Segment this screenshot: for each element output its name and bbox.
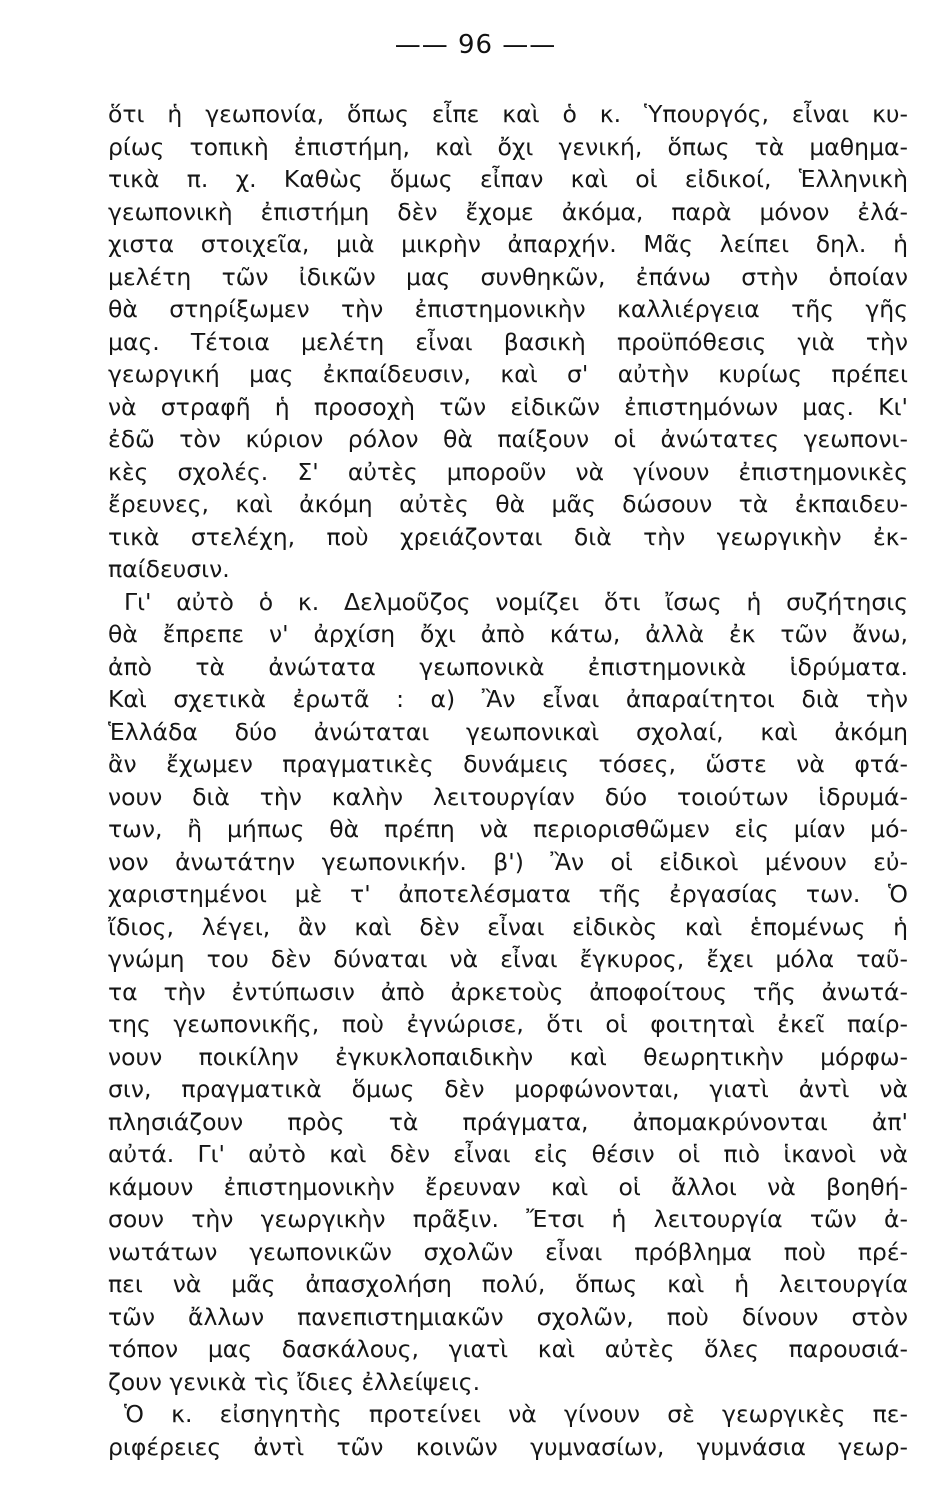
text-line: κὲς σχολές. Σ' αὐτὲς μποροῦν νὰ γίνουν ἐπιστημονικὲς [108, 457, 908, 486]
text-line: τῶν ἄλλων πανεπιστημιακῶν σχολῶν, ποὺ δίνουν στὸν [108, 1302, 908, 1331]
text-line: χιστα στοιχεῖα, μιὰ μικρὴν ἀπαρχήν. Μᾶς λείπει δηλ. ἡ [108, 230, 908, 258]
text-line: τικὰ π. χ. Καθὼς ὅμως εἶπαν καὶ οἱ εἰδικοί, Ἑλληνικὴ [108, 165, 908, 193]
text-line: Ἑλλάδα δύο ἀνώταται γεωπονικαὶ σχολαί, καὶ ἀκόμη [108, 717, 908, 746]
text-line: ἀπὸ τὰ ἀνώτατα γεωπονικὰ ἐπιστημονικὰ ἱδρύματα. [108, 652, 908, 681]
text-line: Καὶ σχετικὰ ἐρωτᾶ : α) Ἂν εἶναι ἀπαραίτητοι διὰ τὴν [108, 685, 908, 713]
text-line: νωτάτων γεωπονικῶν σχολῶν εἶναι πρόβλημα ποὺ πρέ- [108, 1237, 908, 1266]
text-line: αὐτά. Γι' αὐτὸ καὶ δὲν εἶναι εἰς θέσιν οἱ πιὸ ἱκανοὶ νὰ [108, 1140, 908, 1168]
text-line: ρίως τοπικὴ ἐπιστήμη, καὶ ὄχι γενική, ὅπως τὰ μαθημα- [108, 132, 908, 161]
text-line: ἔρευνες, καὶ ἀκόμη αὐτὲς θὰ μᾶς δώσουν τὰ ἐκπαιδευ- [108, 490, 908, 518]
text-line: τα τὴν ἐντύπωσιν ἀπὸ ἀρκετοὺς ἀποφοίτους τῆς ἀνωτά- [108, 977, 908, 1006]
text-line: σιν, πραγματικὰ ὅμως δὲν μορφώνονται, γιατὶ ἀντὶ νὰ [108, 1075, 908, 1103]
text-line: κάμουν ἐπιστημονικὴν ἔρευναν καὶ οἱ ἄλλοι νὰ βοηθή- [108, 1172, 908, 1201]
text-line: νουν διὰ τὴν καλὴν λειτουργίαν δύο τοιούτων ἱδρυμά- [108, 782, 908, 811]
paragraph-start-line: Ὁ κ. εἰσηγητὴς προτείνει νὰ γίνουν σὲ γεωργικὲς πε- [124, 1400, 908, 1428]
text-line: ριφέρειες ἀντὶ τῶν κοινῶν γυμνασίων, γυμνάσια γεωρ- [108, 1432, 908, 1461]
text-line: θὰ στηρίξωμεν τὴν ἐπιστημονικὴν καλλιέργεια τῆς γῆς [108, 295, 908, 323]
paragraph-start-line: Γι' αὐτὸ ὁ κ. Δελμοῦζος νομίζει ὅτι ἴσως ἡ συζήτησις [124, 587, 908, 616]
text-line: της γεωπονικῆς, ποὺ ἐγνώρισε, ὅτι οἱ φοιτηταὶ ἐκεῖ παίρ- [108, 1010, 908, 1038]
text-line: ἂν ἔχωμεν πραγματικὲς δυνάμεις τόσες, ὥστε νὰ φτά- [108, 750, 908, 778]
text-line: τικὰ στελέχη, ποὺ χρειάζονται διὰ τὴν γεωργικὴν ἐκ- [108, 522, 908, 551]
text-line: γεωργική μας ἐκπαίδευσιν, καὶ σ' αὐτὴν κυρίως πρέπει [108, 360, 908, 388]
text-line: νουν ποικίλην ἐγκυκλοπαιδικὴν καὶ θεωρητικὴν μόρφω- [108, 1042, 908, 1071]
paragraph-end-line: ζουν γενικὰ τὶς ἴδιες ἐλλείψεις. [108, 1367, 481, 1396]
text-line: πλησιάζουν πρὸς τὰ πράγματα, ἀπομακρύνονται ἀπ' [108, 1107, 908, 1136]
text-line: ἐδῶ τὸν κύριον ρόλον θὰ παίξουν οἱ ἀνώτατες γεωπονι- [108, 425, 908, 453]
text-line: μας. Τέτοια μελέτη εἶναι βασικὴ προϋπόθεσις γιὰ τὴν [108, 327, 908, 356]
text-line: νον ἀνωτάτην γεωπονικήν. β') Ἂν οἱ εἰδικοὶ μένουν εὐ- [108, 847, 908, 876]
text-line: σουν τὴν γεωργικὴν πρᾶξιν. Ἔτσι ἡ λειτουργία τῶν ἀ- [108, 1205, 908, 1233]
text-line: θὰ ἔπρεπε ν' ἀρχίση ὄχι ἀπὸ κάτω, ἀλλὰ ἐκ τῶν ἄνω, [108, 620, 908, 648]
text-line: των, ἢ μήπως θὰ πρέπη νὰ περιορισθῶμεν εἰς μίαν μό- [108, 815, 908, 843]
text-line: ὅτι ἡ γεωπονία, ὅπως εἶπε καὶ ὁ κ. Ὑπουργός, εἶναι κυ- [108, 100, 908, 128]
text-line: χαριστημένοι μὲ τ' ἀποτελέσματα τῆς ἐργασίας των. Ὁ [108, 880, 908, 908]
text-line: ἴδιος, λέγει, ἂν καὶ δὲν εἶναι εἰδικὸς καὶ ἑπομένως ἡ [108, 912, 908, 941]
text-line: μελέτη τῶν ἰδικῶν μας συνθηκῶν, ἐπάνω στὴν ὁποίαν [108, 262, 908, 291]
text-line: γεωπονικὴ ἐπιστήμη δὲν ἔχομε ἀκόμα, παρὰ μόνον ἐλά- [108, 197, 908, 226]
paragraph-end-line: παίδευσιν. [108, 555, 230, 583]
text-line: νὰ στραφῆ ἡ προσοχὴ τῶν εἰδικῶν ἐπιστημόνων μας. Κι' [108, 392, 908, 421]
text-line: γνώμη του δὲν δύναται νὰ εἶναι ἔγκυρος, ἔχει μόλα ταῦ- [108, 945, 908, 973]
text-line: τόπον μας δασκάλους, γιατὶ καὶ αὐτὲς ὅλες παρουσιά- [108, 1335, 908, 1363]
body-text [108, 98, 908, 1463]
page-number: —— 96 —— [394, 30, 557, 60]
text-line: πει νὰ μᾶς ἀπασχολήση πολύ, ὅπως καὶ ἡ λειτουργία [108, 1270, 908, 1298]
